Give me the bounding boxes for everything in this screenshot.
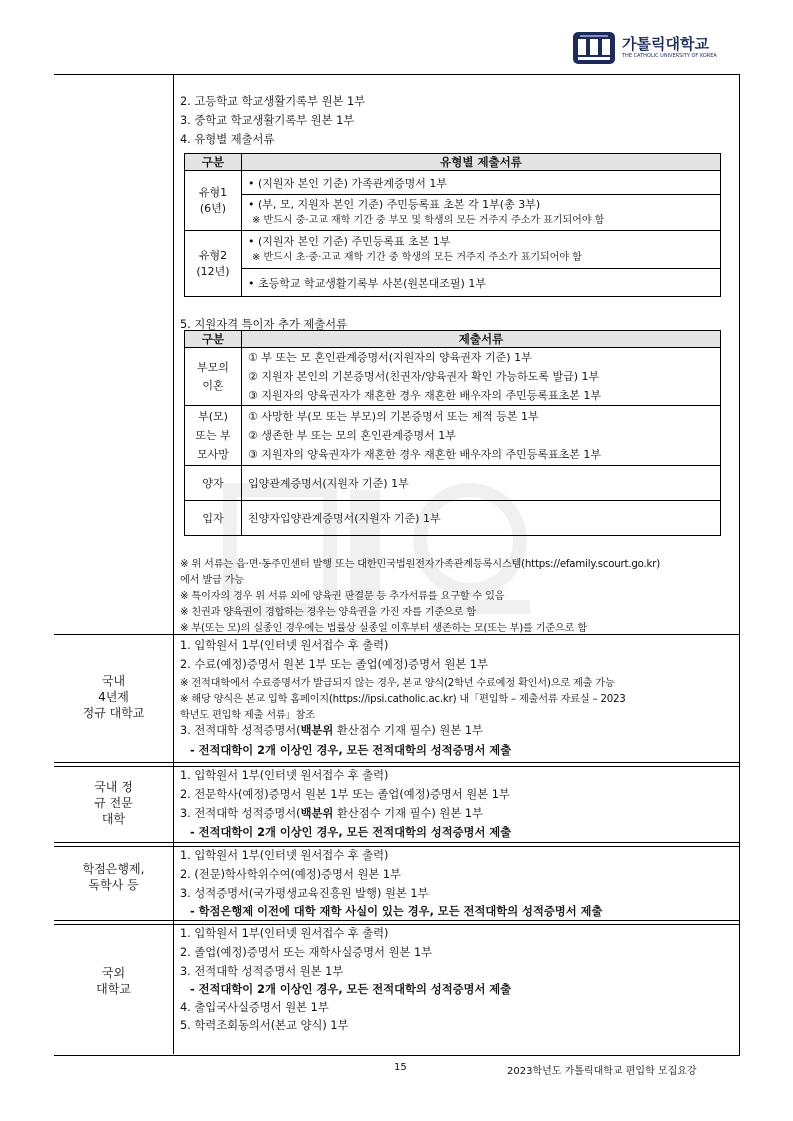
junior-line-3 — [180, 805, 483, 821]
document-title: 2023학년도 가톨릭대학교 편입학 모집요강 — [507, 1066, 697, 1077]
foreign-line-1: 1. 입학원서 1부(인터넷 원서접수 후 출력) — [180, 927, 389, 940]
note-4: ※ 부(또는 모)의 실종인 경우에는 법률상 실종일 이후부터 생존하는 모(또는 부)를 기준으로 함 — [180, 623, 587, 634]
type2-row1-note: ※ 반드시 초·중·고교 재학 기간 중 학생의 모든 거주지 주소가 표기되어야 함 — [252, 251, 582, 263]
foreign-line-3: 3. 전적대학 성적증명서 원본 1부 — [180, 965, 344, 978]
adoption-doc: 입양관계증명서(지원자 기준) 1부 — [242, 466, 721, 501]
section-divider — [54, 762, 739, 767]
junior-line-3b: 백분위 — [300, 807, 334, 820]
divorce-doc-3: ③ 지원자의 양육권자가 재혼한 경우 재혼한 배우자의 주민등록표초본 1부 — [248, 389, 601, 402]
domestic4-note-1: ※ 전적대학에서 수료증명서가 발급되지 않는 경우, 본교 양식(2학년 수료예정 확인서)으로 제출 가능 — [180, 678, 615, 689]
credit-line-4: - 학점은행제 이전에 대학 재학 사실이 있는 경우, 모든 전적대학의 성적증명서 제출 — [190, 905, 603, 918]
extra-docs-table — [184, 330, 721, 536]
domestic4-note-2: ※ 해당 양식은 본교 입학 홈페이지(https://ipsi.catholic.ac.kr) 내「편입학 – 제출서류 자료실 – 2023 — [180, 694, 626, 705]
type2-label: 유형2 (12년) — [185, 231, 242, 297]
doc-line-5: 5. 지원자격 특이자 추가 제출서류 — [180, 318, 348, 331]
note-1b: 에서 발급 가능 — [180, 575, 244, 586]
credit-line-2: 2. (전문)학사학위수여(예정)증명서 원본 1부 — [180, 868, 401, 881]
full-adoption-doc: 친양자입양관계증명서(지원자 기준) 1부 — [242, 501, 721, 536]
foreign-line-5: 4. 출입국사실증명서 원본 1부 — [180, 1001, 329, 1014]
type-table — [184, 153, 721, 297]
junior-line-1: 1. 입학원서 1부(인터넷 원서접수 후 출력) — [180, 769, 389, 782]
foreign-line-2: 2. 졸업(예정)증명서 또는 재학사실증명서 원본 1부 — [180, 946, 433, 959]
death-doc-2: ② 생존한 부 또는 모의 혼인관계증명서 1부 — [248, 429, 456, 442]
label-column-divider — [173, 74, 174, 1054]
full-adoption-label: 입자 — [185, 501, 242, 536]
foreign-line-4: - 전적대학이 2개 이상인 경우, 모든 전적대학의 성적증명서 제출 — [190, 983, 512, 996]
section-divider — [54, 634, 739, 635]
type1-row2-main: • (부, 모, 지원자 본인 기준) 주민등록표 초본 각 1부(총 3부) — [248, 197, 541, 211]
divorce-label: 부모의 이혼 — [185, 348, 242, 406]
logo-text — [622, 36, 717, 60]
doc-line-2: 2. 고등학교 학교생활기록부 원본 1부 — [180, 95, 366, 108]
type-table-header-category: 구분 — [185, 154, 242, 171]
junior-line-3c: 환산점수 기재 필수) 원본 1부 — [333, 807, 483, 820]
note-3: ※ 친권과 양육권이 경합하는 경우는 양육권을 가진 자를 기준으로 함 — [180, 607, 476, 618]
type1-row2 — [242, 195, 721, 231]
logo-en: THE CATHOLIC UNIVERSITY OF KOREA — [622, 53, 717, 59]
divorce-doc-1: ① 부 또는 모 혼인관계증명서(지원자의 양육권자 기준) 1부 — [248, 351, 532, 364]
junior-line-4: - 전적대학이 2개 이상인 경우, 모든 전적대학의 성적증명서 제출 — [190, 826, 512, 839]
doc-line-4: 4. 유형별 제출서류 — [180, 133, 275, 146]
domestic4-line-2: 2. 수료(예정)증명서 원본 1부 또는 졸업(예정)증명서 원본 1부 — [180, 658, 489, 671]
death-doc-3: ③ 지원자의 양육권자가 재혼한 경우 재혼한 배우자의 주민등록표초본 1부 — [248, 448, 601, 461]
type1-row2-note: ※ 반드시 중·고교 재학 기간 중 부모 및 학생의 모든 거주지 주소가 표기되어야 함 — [252, 214, 605, 226]
logo-name: 가톨릭대학교 — [622, 35, 709, 53]
university-logo — [572, 30, 732, 66]
domestic4-label: 국내 4년제 정규 대학교 — [82, 674, 145, 720]
death-docs — [242, 406, 721, 466]
credit-label: 학점은행제, 독학사 등 — [82, 862, 145, 892]
extra-table-header-category: 구분 — [185, 331, 242, 348]
adoption-label: 양자 — [185, 466, 242, 501]
junior-line-3a: 3. 전적대학 성적증명서( — [180, 807, 301, 820]
death-label: 부(모) 또는 부 모사망 — [185, 406, 242, 466]
page-number: 15 — [394, 1062, 407, 1073]
type1-row1: • (지원자 본인 기준) 가족관계증명서 1부 — [242, 171, 721, 195]
extra-table-header-docs: 제출서류 — [242, 331, 721, 348]
divorce-doc-2: ② 지원자 본인의 기본증명서(친권자/양육권자 확인 가능하도록 발급) 1부 — [248, 370, 600, 383]
credit-line-1: 1. 입학원서 1부(인터넷 원서접수 후 출력) — [180, 849, 389, 862]
doc-line-3: 3. 중학교 학교생활기록부 원본 1부 — [180, 114, 355, 127]
junior-line-2: 2. 전문학사(예정)증명서 원본 1부 또는 졸업(예정)증명서 원본 1부 — [180, 788, 510, 801]
domestic4-line-3c: 환산점수 기재 필수) 원본 1부 — [333, 724, 483, 737]
domestic4-line-3a: 3. 전적대학 성적증명서( — [180, 724, 301, 737]
type-table-header-docs: 유형별 제출서류 — [242, 154, 721, 171]
foreign-label: 국외 대학교 — [96, 966, 131, 996]
death-doc-1: ① 사망한 부(모 또는 부모)의 기본증명서 또는 제적 등본 1부 — [248, 410, 539, 423]
section-divider — [54, 920, 739, 925]
credit-line-3: 3. 성적증명서(국가평생교육진흥원 발행) 원본 1부 — [180, 887, 429, 900]
type1-label: 유형1 (6년) — [185, 171, 242, 231]
type2-row1 — [242, 231, 721, 269]
note-1: ※ 위 서류는 읍·면·동주민센터 발행 또는 대한민국법원전자가족관계등록시스템(https://efamily.scourt.go.kr) — [180, 559, 660, 570]
domestic4-line-3b: 백분위 — [300, 724, 334, 737]
note-2: ※ 특이자의 경우 위 서류 외에 양육권 판결문 등 추가서류를 요구할 수 있음 — [180, 591, 505, 602]
domestic4-line-4: - 전적대학이 2개 이상인 경우, 모든 전적대학의 성적증명서 제출 — [190, 744, 512, 757]
type2-row2: • 초등학교 학교생활기록부 사본(원본대조필) 1부 — [242, 269, 721, 297]
type2-row1-main: • (지원자 본인 기준) 주민등록표 초본 1부 — [248, 234, 451, 248]
domestic4-line-1: 1. 입학원서 1부(인터넷 원서접수 후 출력) — [180, 639, 389, 652]
divorce-docs — [242, 348, 721, 406]
domestic4-note-3: 학년도 편입학 제출 서류」참조 — [180, 710, 315, 721]
university-emblem-icon — [572, 31, 616, 65]
section-divider — [54, 842, 739, 847]
domestic4-line-3 — [180, 722, 483, 738]
foreign-line-6: 5. 학력조회동의서(본교 양식) 1부 — [180, 1019, 349, 1032]
junior-label: 국내 정 규 전문 대학 — [94, 780, 133, 826]
